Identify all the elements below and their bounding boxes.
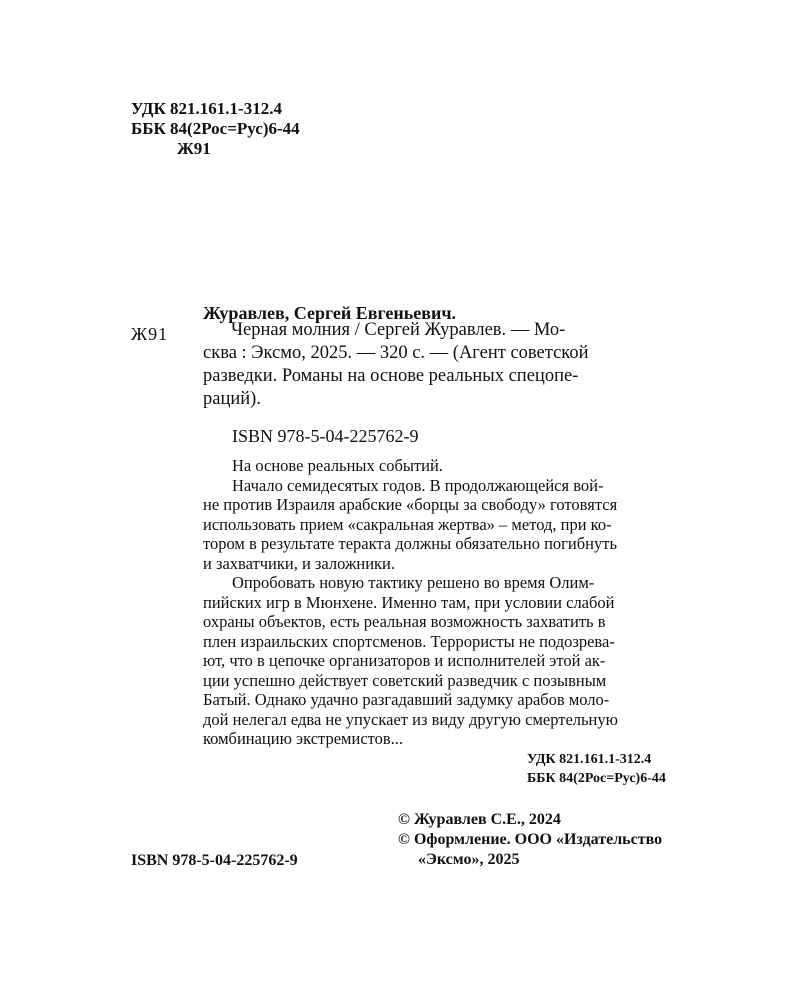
author-mark: Ж91 <box>177 139 211 158</box>
annotation-line: комбинацию экстремистов... <box>203 729 404 748</box>
annotation-line: не против Израиля арабские «борцы за свободу» готовятся <box>203 495 618 514</box>
annotation-line: и захватчики, и заложники. <box>203 553 395 573</box>
udk-code: УДК 821.161.1-312.4 <box>131 99 282 118</box>
isbn-record: ISBN 978-5-04-225762-9 <box>232 426 419 446</box>
description-line: раций). <box>203 389 261 409</box>
annotation-line: Начало семидесятых годов. В продолжающейся вой- <box>232 475 604 495</box>
bbk-code: ББК 84(2Рос=Рус)6-44 <box>131 119 300 138</box>
annotation-line: плен израильских спортсменов. Террористы не подозрева- <box>203 631 615 651</box>
annotation-line: пийских игр в Мюнхене. Именно там, при условии слабой <box>203 592 615 612</box>
author-heading: Журавлев, Сергей Евгеньевич. <box>203 303 457 323</box>
catalog-codes-bottom <box>527 750 666 788</box>
isbn-footer: ISBN 978-5-04-225762-9 <box>131 852 298 869</box>
annotation-line: Батый. Однако удачно разгадавший задумку арабов моло- <box>203 690 610 709</box>
description-line: сква : Эксмо, 2025. — 320 с. — (Агент советской <box>203 343 589 363</box>
copyright-block <box>398 810 662 870</box>
description-line: разведки. Романы на основе реальных спецопе- <box>203 366 579 386</box>
udk-code-bottom: УДК 821.161.1-312.4 <box>527 752 652 767</box>
annotation-line: охраны объектов, есть реальная возможность захватить в <box>203 612 606 631</box>
annotation-line: На основе реальных событий. <box>232 456 443 475</box>
annotation <box>203 456 710 749</box>
copyright-design-cont: «Эксмо», 2025 <box>418 851 520 868</box>
annotation-line: тором в результате теракта должны обязательно погибнуть <box>203 534 617 553</box>
catalog-codes-top <box>131 99 300 159</box>
annotation-line: дой нелегал едва не упускает из виду другую смертельную <box>203 709 618 729</box>
annotation-line: ют, что в цепочке организаторов и исполнителей этой ак- <box>203 651 606 670</box>
bbk-code-bottom: ББК 84(2Рос=Рус)6-44 <box>527 771 666 786</box>
annotation-line: Опробовать новую тактику решено во время Олим- <box>232 573 595 592</box>
annotation-line: использовать прием «сакральная жертва» – метод, при ко- <box>203 514 612 534</box>
author-mark-left: Ж91 <box>131 324 169 344</box>
annotation-line: ции успешно действует советский разведчик с позывным <box>203 670 607 690</box>
copyright-design: © Оформление. ООО «Издательство <box>398 831 663 848</box>
description-line: Черная молния / Сергей Журавлев. — Мо- <box>231 320 566 340</box>
bibliographic-description <box>203 319 708 411</box>
copyright-author: © Журавлев С.Е., 2024 <box>398 811 561 828</box>
